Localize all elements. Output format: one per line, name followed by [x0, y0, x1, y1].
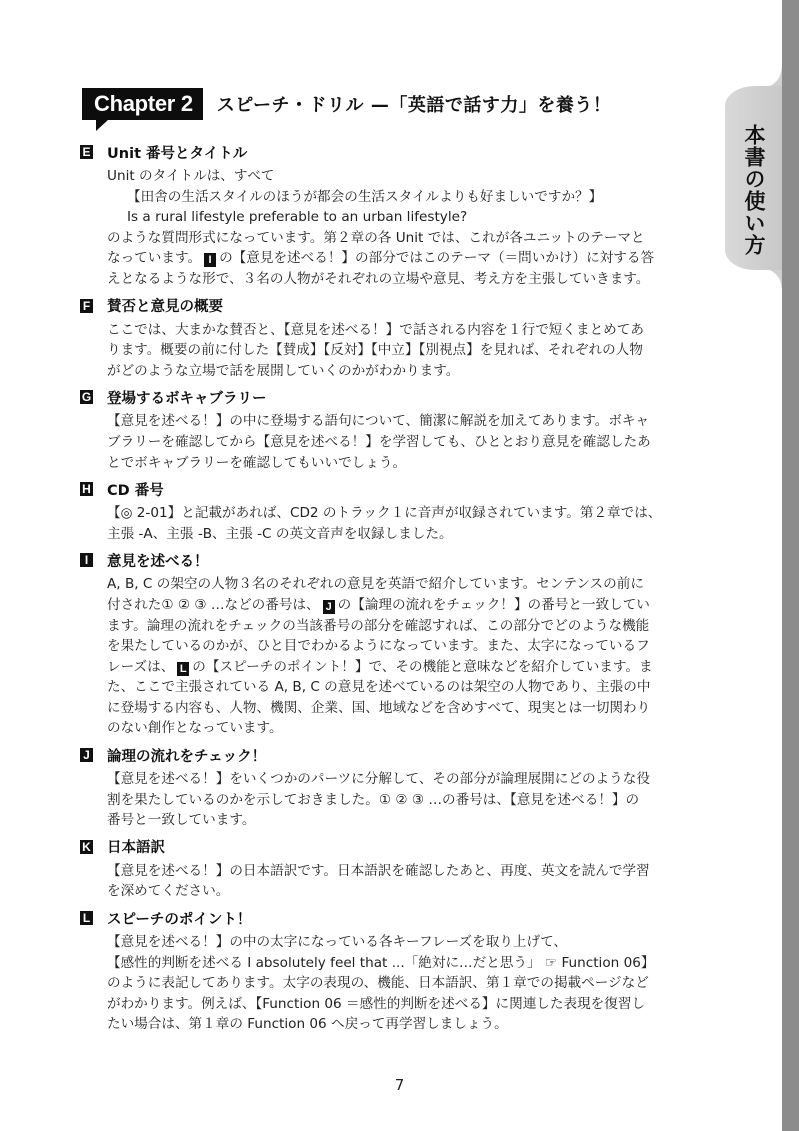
letter-badge-k: K [80, 840, 93, 854]
section-heading [80, 386, 710, 408]
chapter-badge: Chapter 2 [82, 88, 203, 120]
body-text: 付された① ② ③ …などの番号は、 [107, 596, 320, 613]
inline-badge-i: I [204, 253, 216, 267]
body-text: の【意見を述べる！】の部分ではこのテーマ（＝問いかけ）に対する答 [219, 250, 655, 267]
body-line: 主張 -A、主張 -B、主張 -C の英文音声を収録しました。 [107, 525, 453, 542]
body-line: 【田舎の生活スタイルのほうが都会の生活スタイルよりも好ましいですか？】 [127, 188, 603, 205]
section-title: 日本語訳 [107, 840, 165, 857]
sections [80, 141, 710, 1040]
body-text: なっています。 [107, 250, 202, 267]
page-number: 7 [394, 1076, 405, 1094]
section-i [80, 549, 710, 739]
body-line: A, B, C の架空の人物３名のそれぞれの意見を英語で紹介しています。センテンスの前に [107, 576, 644, 593]
body-line: ります。概要の前に付した【賛成】【反対】【中立】【別視点】を見れば、それぞれの人物 [107, 342, 643, 359]
body-line: のない創作となっています。 [107, 720, 283, 737]
body-line: に登場する内容も、人物、機関、企業、国、地域などを含めすべて、現実とは一切関わり [107, 699, 651, 716]
section-j [80, 744, 710, 831]
section-e [80, 141, 710, 290]
section-heading [80, 295, 710, 317]
body-line: ブラリーを確認してから【意見を述べる！】を学習しても、ひととおり意見を確認したあ [107, 433, 651, 450]
body-line: を果たしているのかが、ひと目でわかるようになっています。また、太字になっているフ [107, 638, 650, 655]
section-body [107, 411, 710, 473]
section-k [80, 836, 710, 902]
body-text: レーズは、 [107, 658, 175, 675]
section-heading [80, 141, 710, 163]
body-line: 【意見を述べる！】の中に登場する語句について、簡潔に解説を加えてあります。ボキャ [107, 413, 650, 430]
body-line: がどのような立場で話を展開していくのかがわかります。 [107, 362, 460, 379]
letter-badge-e: E [80, 145, 93, 159]
body-line: 番号と一致しています。 [107, 812, 256, 829]
section-heading [80, 836, 710, 858]
chapter-header [82, 88, 611, 120]
inline-badge-j: J [323, 600, 335, 614]
inline-badge-l: L [177, 662, 189, 676]
section-body [107, 861, 710, 902]
body-line: 割を果たしているのかを示しておきました。① ② ③ …の番号は、【意見を述べる！】の [107, 791, 640, 808]
letter-badge-g: G [81, 390, 92, 405]
section-body [107, 166, 710, 290]
section-h [80, 478, 710, 544]
letter-badge-l: L [80, 911, 93, 925]
section-g [80, 386, 710, 473]
body-line: がわかります。例えば、【Function 06 ＝感性的判断を述べる】に関連した表現を復習し [107, 995, 646, 1012]
section-title: 論理の流れをチェック！ [107, 748, 267, 765]
body-line: Is a rural lifestyle preferable to an urban lifestyle? [127, 209, 468, 226]
section-title: CD 番号 [107, 482, 164, 499]
letter-badge-j: J [80, 748, 93, 762]
section-heading [80, 744, 710, 766]
body-line: 【感性的判断を述べる I absolutely feel that ...「絶対に…だと思う」 ☞ Function 06】 [107, 954, 655, 971]
chapter-title: スピーチ・ドリル —「英語で話す力」を養う！ [216, 95, 612, 116]
section-title: Unit 番号とタイトル [107, 145, 248, 162]
section-f [80, 295, 710, 382]
body-line: た、ここで主張されている A, B, C の意見を述べているのは架空の人物であり、主張の中 [107, 679, 651, 696]
body-line [107, 248, 710, 269]
body-line: 【意見を述べる！】の日本語訳です。日本語訳を確認したあと、再度、英文を読んで学習 [107, 862, 650, 879]
body-line: たい場合は、第１章の Function 06 へ戻って再学習しましょう。 [107, 1016, 508, 1033]
letter-badge-f: F [80, 299, 93, 313]
body-line: Unit のタイトルは、すべて [107, 168, 275, 184]
section-title: 賛否と意見の概要 [107, 299, 223, 316]
section-title: 登場するボキャブラリー [107, 390, 267, 407]
body-line: とでボキャブラリーを確認してもいいでしょう。 [107, 454, 407, 471]
body-text: の【スピーチのポイント！】で、その機能と意味などを紹介しています。ま [192, 658, 653, 675]
section-body [107, 320, 710, 382]
body-line: 【意見を述べる！】の中の太字になっている各キーフレーズを取り上げて、 [107, 934, 568, 951]
section-heading [80, 478, 710, 500]
section-body [107, 574, 710, 739]
chapter-side-tab [725, 86, 782, 270]
section-title: 意見を述べる！ [107, 553, 209, 570]
body-line [107, 657, 710, 678]
section-heading [80, 549, 710, 571]
side-tab-label: 本書の使い方 [742, 124, 766, 256]
section-heading [80, 907, 710, 929]
body-line: 【意見を述べる！】をいくつかのパーツに分解して、その部分が論理展開にどのような役 [107, 771, 650, 788]
body-line: 【◎ 2-01】と記載があれば、CD2 のトラック１に音声が収録されています。第２章では、 [107, 505, 662, 522]
body-line: えとなるような形で、３名の人物がそれぞれの立場や意見、考え方を主張していきます。 [107, 270, 650, 287]
section-l [80, 907, 710, 1035]
page-edge-strip [782, 0, 799, 1131]
section-body [107, 503, 710, 544]
body-line [107, 595, 710, 616]
section-body [107, 769, 710, 831]
body-line: ここでは、大まかな賛否と、【意見を述べる！】で話される内容を１行で短くまとめてあ [107, 321, 644, 338]
body-text: の【論理の流れをチェック！】の番号と一致してい [337, 596, 650, 613]
body-line: のように表記してあります。太字の表現の、機能、日本語訳、第１章での掲載ページなど [107, 975, 649, 992]
letter-badge-h: H [80, 482, 93, 496]
section-title: スピーチのポイント！ [107, 911, 252, 928]
body-line: ます。論理の流れをチェックの当該番号の部分を確認すれば、この部分でどのような機能 [107, 617, 650, 634]
letter-badge-i: I [80, 553, 93, 567]
body-line: を深めてください。 [107, 883, 230, 900]
section-body [107, 932, 710, 1035]
body-line: のような質問形式になっています。第２章の各 Unit では、これが各ユニットのテーマと [107, 229, 645, 246]
